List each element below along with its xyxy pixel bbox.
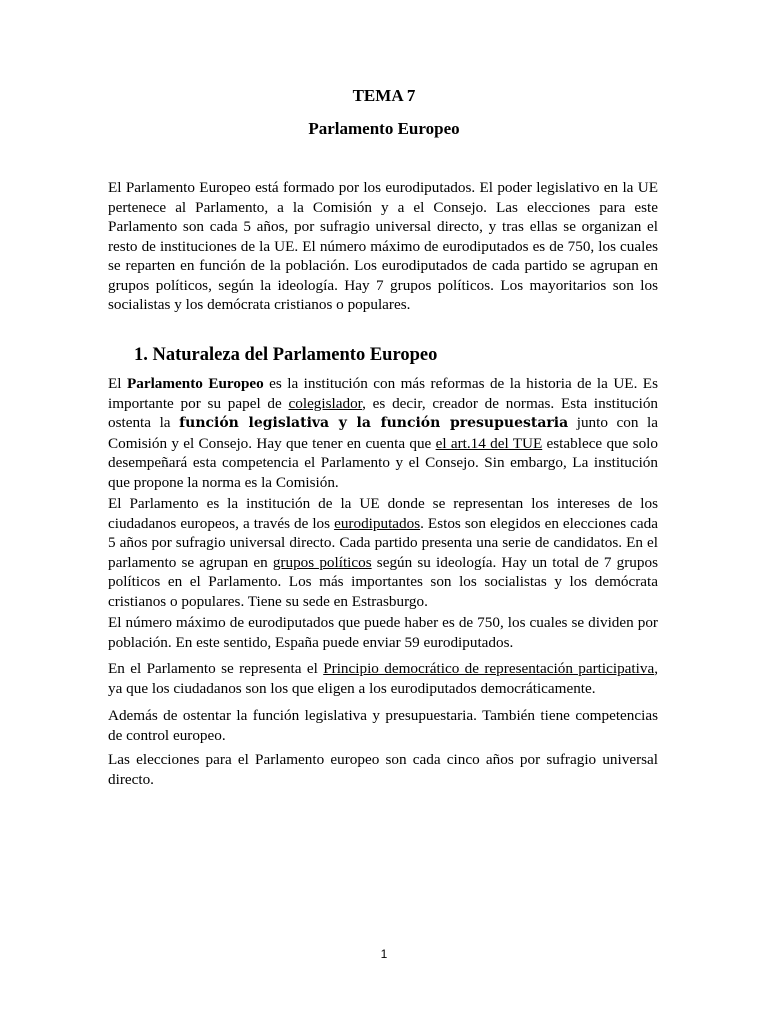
paragraph-4: En el Parlamento se representa el Principio democrático de representación participativa, ya que los ciudadanos son los que eligen a los eurodiputados democráticamente. (108, 660, 658, 697)
bold-term: Parlamento Europeo (126, 375, 264, 392)
underlined-term: Principio democrático de representación participativa (323, 660, 655, 677)
paragraph-2: El Parlamento es la institución de la UE donde se representan los intereses de los ciudadanos europeos, a través de los eurodiputados. Estos son elegidos en elecciones cada 5 años por sufragio universal directo. Cada partido presenta una serie de candidatos. En el parlamento se agrupan en grupos políticos según su ideología. Hay un total de 7 grupos políticos en el Parlamento. Los más importantes son los socialistas y los demócrata cristianos o populares. Tiene su sede en Estrasburgo. (108, 495, 659, 610)
section-heading: 1. Naturaleza del Parlamento Europeo (134, 345, 438, 365)
document-subtitle: Parlamento Europeo (308, 119, 460, 138)
underlined-term: el art.14 del TUE (435, 434, 543, 452)
paragraph-5: Además de ostentar la función legislativa y presupuestaria. También tiene competencias de control europeo. (108, 707, 658, 744)
bold-term: función legislativa y la función presupuestaria (179, 415, 569, 431)
underlined-term: colegislador (288, 394, 363, 412)
paragraph-1: El Parlamento Europeo es la institución con más reformas de la historia de la UE. Es importante por su papel de colegislador, es decir, creador de normas. Esta institución ostenta la función legislativa y la función presupuestaria junto con la Comisión y el Consejo. Hay que tener en cuenta que el art.14 del TUE establece que solo desempeñará esta competencia el Parlamento y el Consejo. Sin embargo, La institución que propone la norma es la Comisión. (108, 375, 659, 491)
page-number: 1 (380, 947, 388, 961)
intro-paragraph: El Parlamento Europeo está formado por los eurodiputados. El poder legislativo en la UE pertenece al Parlamento, a la Comisión y a el Consejo. Las elecciones para este Parlamento son cada 5 años, por sufragio universal directo, y tras ellas se organizan el resto de instituciones de la UE. El número máximo de eurodiputados es de 750, los cuales se reparten en función de la población. Los eurodiputados de cada partido se agrupan en grupos políticos, según la ideología. Hay 7 grupos políticos. Los mayoritarios son los socialistas y los demócrata cristianos o populares. (108, 179, 658, 313)
underlined-term: eurodiputados (334, 514, 421, 532)
document-title: TEMA 7 (352, 86, 416, 105)
paragraph-3: El número máximo de eurodiputados que puede haber es de 750, los cuales se dividen por población. En este sentido, España puede enviar 59 eurodiputados. (108, 614, 658, 651)
paragraph-6: Las elecciones para el Parlamento europeo son cada cinco años por sufragio universal directo. (108, 751, 658, 788)
underlined-term: grupos políticos (272, 553, 372, 571)
